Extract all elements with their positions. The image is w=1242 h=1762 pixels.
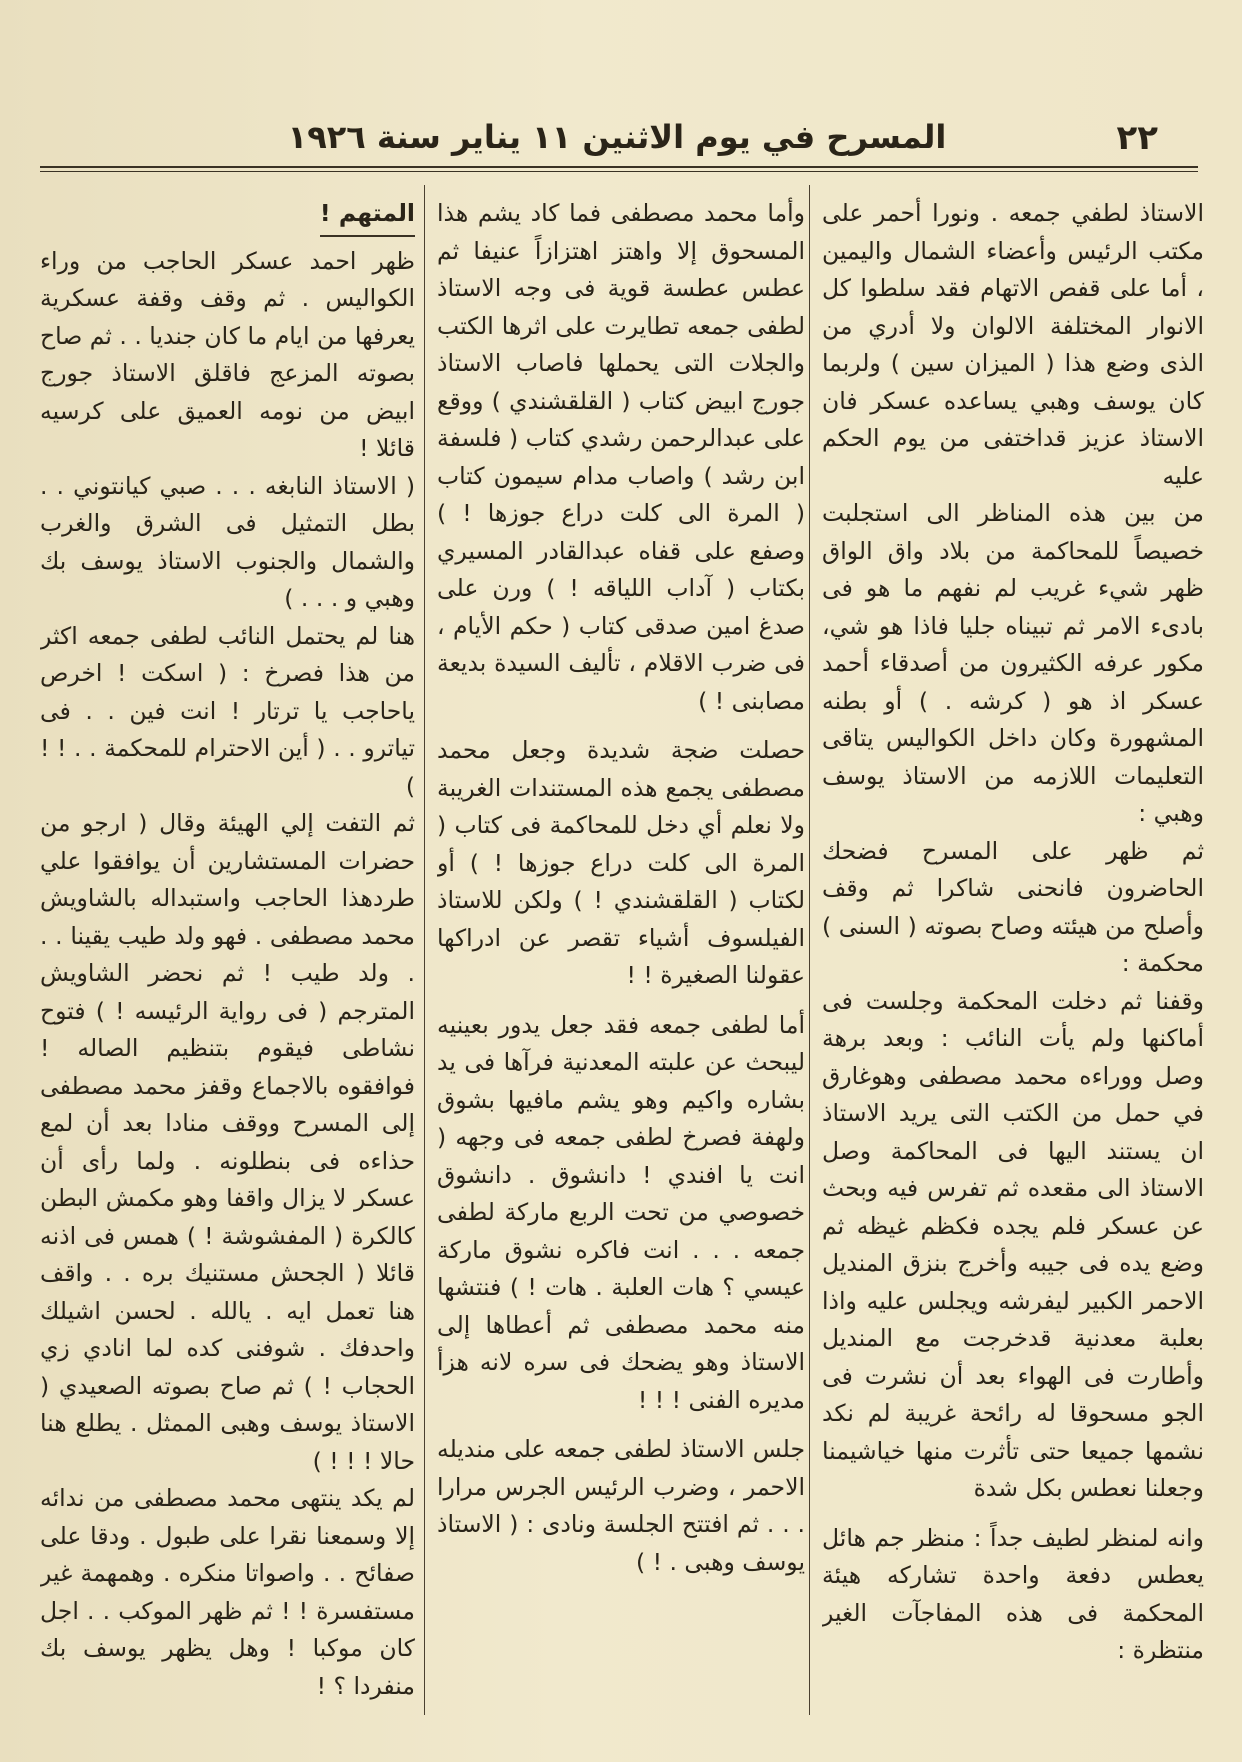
paragraph: الاستاذ لطفي جمعه . ونورا أحمر على مكتب الرئيس وأعضاء الشمال واليمين ، أما على قفص الاتهام فقد سلطوا كل الانوار المختلفة الالوان ولا أدري من الذى وضع هذا ( الميزان سين ) ولربما كان يوسف وهبي يساعده عسكر فان الاستاذ عزيز قداختفى من يوم الحكم عليه bbox=[822, 199, 1204, 490]
header-title: المسرح في يوم الاثنين ١١ يناير سنة ١٩٢٦ bbox=[287, 118, 947, 156]
column-middle bbox=[437, 195, 805, 1725]
paragraph: لم يكد ينتهى محمد مصطفى من ندائه إلا وسمعنا نقرا على طبول . ودقا على صفائح . . واصواتا منكره . وهمهمة غير مستفسرة ! ! ثم ظهر الموكب . . اجل كان موكبا ! وهل يظهر يوسف بك منفردا ؟ ! bbox=[40, 1484, 415, 1700]
paragraph: وقفنا ثم دخلت المحكمة وجلست فى أماكنها ولم يأت النائب : وبعد برهة وصل ووراءه محمد مصطفى وهوغارق في حمل من الكتب التى يريد الاستاذ ان يستند اليها فى المحاكمة وصل الاستاذ الى مقعده ثم تفرس فيه وبحث عن عسكر فلم يجده فكظم غيظه ثم وضع يده فى جيبه وأخرج بنزق المنديل الاحمر الكبير ليفرشه ويجلس عليه واذا بعلبة معدنية قدخرجت مع المنديل وأطارت فى الهواء بعد أن نشرت فى الجو مسحوقا له رائحة غريبة لم نكد نشمها جميعا حتى تأثرت منها خياشيمنا وجعلنا نعطس بكل شدة bbox=[822, 986, 1204, 1502]
paragraph: ( الاستاذ النابغه . . . صبي كيانتوني . . بطل التمثيل فى الشرق والغرب والشمال والجنوب الاستاذ يوسف بك وهبي و . . . ) bbox=[40, 471, 415, 612]
paragraph: جلس الاستاذ لطفى جمعه على منديله الاحمر ، وضرب الرئيس الجرس مرارا . . . ثم افتتح الجلسة ونادى : ( الاستاذ يوسف وهبى . ! ) bbox=[437, 1435, 805, 1576]
paragraph: ظهر احمد عسكر الحاجب من وراء الكواليس . ثم وقف وقفة عسكرية يعرفها من ايام ما كان جنديا . . ثم صاح بصوته المزعج فاقلق الاستاذ جورج ابيض من نومه العميق على كرسيه قائلا ! bbox=[40, 246, 415, 462]
header-rule bbox=[40, 166, 1198, 168]
paragraph: ثم ظهر على المسرح فضحك الحاضرون فانحنى شاكرا ثم وقف وأصلح من هيئته وصاح بصوته ( السنى ) محكمة : bbox=[822, 836, 1204, 977]
paragraph: وانه لمنظر لطيف جداً : منظر جم هائل يعطس دفعة واحدة تشاركه هيئة المحكمة فى هذه المفاجآت الغير منتظرة : bbox=[822, 1523, 1204, 1664]
page-header bbox=[40, 110, 1194, 168]
paragraph: هنا لم يحتمل النائب لطفى جمعه اكثر من هذا فصرخ : ( اسكت ! اخرص ياحاجب يا ترتار ! انت فين . . فى تياترو . . ( أين الاحترام للمحكمة . . ! ! ) bbox=[40, 621, 415, 800]
paragraph: حصلت ضجة شديدة وجعل محمد مصطفى يجمع هذه المستندات الغريبة ولا نعلم أي دخل للمحاكمة فى كتاب ( المرة الى كلت دراع جوزها ! ) أو لكتاب ( القلقشندي ! ) ولكن للاستاذ الفيلسوف أشياء تقصر عن ادراكها عقولنا الصغيرة ! ! bbox=[437, 736, 805, 989]
column-divider bbox=[424, 185, 425, 1715]
section-heading bbox=[40, 195, 415, 237]
section-heading-text: المتهم ! bbox=[320, 195, 415, 237]
paragraph: ثم التفت إلي الهيئة وقال ( ارجو من حضرات المستشارين أن يوافقوا علي طردهذا الحاجب واستبداله بالشاويش محمد مصطفى . فهو ولد طيب يقينا . . . ولد طيب ! ثم نحضر الشاويش المترجم ( فى رواية الرئيسه ! ) فتوح نشاطى فيقوم بتنظيم الصاله ! فوافقوه بالاجماع وقفز محمد مصطفى إلى المسرح ووقف منادا بعد أن لمع حذاءه فى بنطلونه . ولما رأى أن عسكر لا يزال واقفا وهو مكمش البطن كالكرة ( المفشوشة ! ) همس فى اذنه قائلا ( الجحش مستنيك بره . . واقف هنا تعمل ايه . يالله . لحسن اشيلك واحدفك . شوفنى كده لما انادي زي الحجاب ! ) ثم صاح بصوته الصعيدي ( الاستاذ يوسف وهبى الممثل . يطلع هنا حالا ! ! ! ) bbox=[40, 809, 415, 1475]
page-number: ٢٢ bbox=[1116, 118, 1158, 158]
paragraph: من بين هذه المناظر الى استجلبت خصيصاً للمحاكمة من بلاد واق الواق ظهر شيء غريب لم نفهم ما هو فى بادىء الامر ثم تبيناه جليا فاذا هو شي، مكور عرفه الكثيرون من أصدقاء أحمد عسكر اذ هو ( كرشه . ) أو بطنه المشهورة وكان داخل الكواليس يتاقى التعليمات اللازمه من الاستاذ يوسف وهبي : bbox=[822, 499, 1204, 827]
paragraph: أما لطفى جمعه فقد جعل يدور بعينيه ليبحث عن علبته المعدنية فرآها فى يد بشاره واكيم وهو يشم مافيها بشوق ولهفة فصرخ لطفى جمعه فى وجهه ( انت يا افندي ! دانشوق . دانشوق خصوصي من تحت الربع ماركة لطفى جمعه . . . انت فاكره نشوق ماركة عيسي ؟ هات العلبة . هات ! ) فنتشها منه محمد مصطفى ثم أعطاها إلى الاستاذ وهو يضحك فى سره لانه هزأ مديره الفنى ! ! ! bbox=[437, 1010, 805, 1414]
paragraph: وأما محمد مصطفى فما كاد يشم هذا المسحوق إلا واهتز اهتزازاً عنيفا ثم عطس عطسة قوية فى وجه الاستاذ لطفى جمعه تطايرت على اثرها الكتب والجلات التى يحملها فاصاب الاستاذ جورج ابيض كتاب ( القلقشندي ) ووقع على عبدالرحمن رشدي كتاب ( فلسفة ابن رشد ) واصاب مدام سيمون كتاب ( المرة الى كلت دراع جوزها ! ) وصفع على قفاه عبدالقادر المسيري بكتاب ( آداب اللياقه ! ) ورن على صدغ امين صدقى كتاب ( حكم الأيام ، فى ضرب الاقلام ، تأليف السيدة بديعة مصابنى ! ) bbox=[437, 199, 805, 715]
column-divider bbox=[809, 185, 810, 1715]
column-left bbox=[40, 195, 415, 1725]
column-right bbox=[822, 195, 1204, 1725]
header-rule-thin bbox=[40, 171, 1198, 172]
